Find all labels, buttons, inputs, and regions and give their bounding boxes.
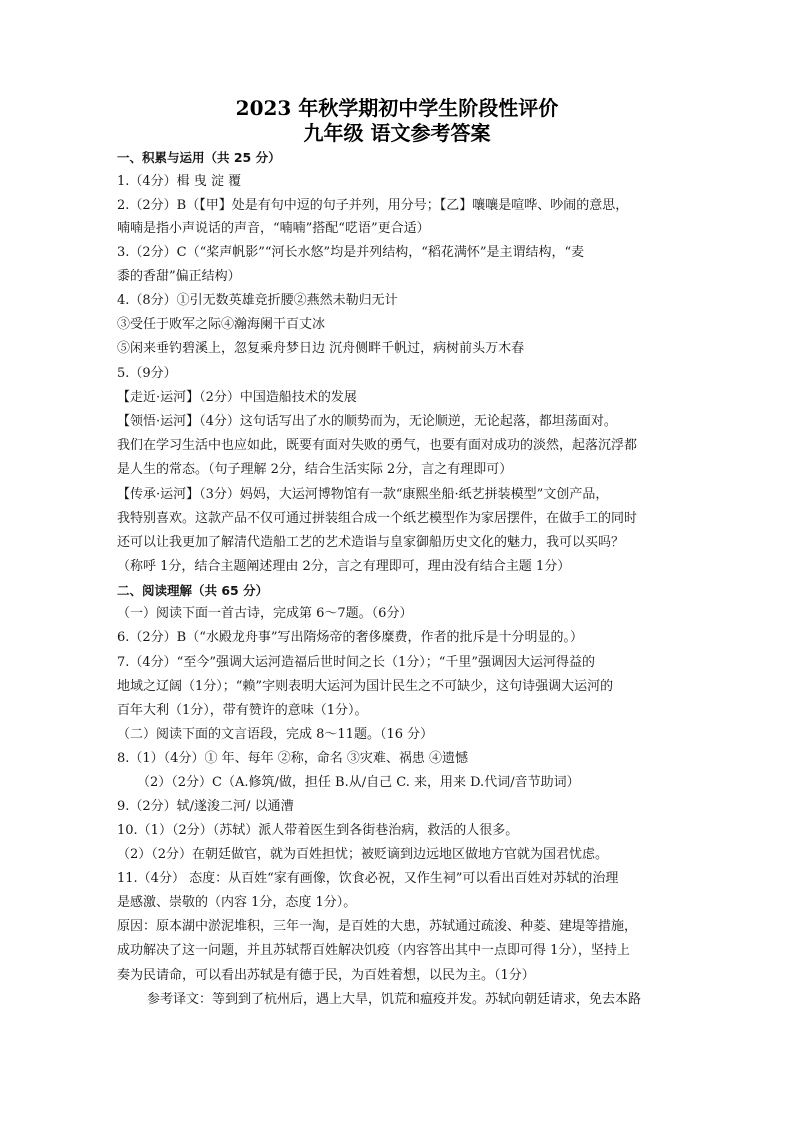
answer-line: 7.（4分）“至今”强调大运河造福后世时间之长（1分）；“千里”强调因大运河得益的 <box>117 655 596 670</box>
answer-line: 1.（4分）楫 曳 淀 覆 <box>117 174 242 189</box>
answer-line: 我们在学习生活中也应如此，既要有面对失败的勇气，也要有面对成功的淡然，起落沉浮都 <box>117 438 638 453</box>
answer-line: 黍的香甜”偏正结构） <box>117 269 241 284</box>
answer-line: 我特别喜欢。这款产品不仅可通过拼装组合成一个纸艺模型作为家居摆件，在做手工的同时 <box>117 511 638 526</box>
answer-line: 是人生的常态。（句子理解 2分，结合生活实际 2分，言之有理即可） <box>117 462 513 477</box>
answer-line: 原因：原本湖中淤泥堆积，三年一淘，是百姓的大患，苏轼通过疏浚、种菱、建堤等措施， <box>117 919 638 934</box>
answer-line: （2）（2分）C（A.修筑/做，担任 B.从/自己 C. 来，用来 D.代词/音节助词） <box>137 775 580 790</box>
answer-line: 【传承·运河】（3分）妈妈，大运河博物馆有一款“康熙坐船·纸艺拼装模型”文创产品， <box>117 487 609 502</box>
answer-line: 6.（2分）B（“水殿龙舟事”写出隋炀帝的奢侈糜费，作者的批斥是十分明显的。） <box>117 630 584 645</box>
answer-line: 3.（2分）C（“桨声帆影”“河长水悠”均是并列结构，“稻花满怀”是主谓结构，“麦 <box>117 245 585 260</box>
answer-line: 8.（1）（4分）① 年、每年 ②称，命名 ③灾难、祸患 ④遗憾 <box>117 751 468 766</box>
answer-line: 2.（2分）B（【甲】处是有句中逗的句子并列，用分号；【乙】嚷嚷是喧哗、吵闹的意思， <box>117 198 629 213</box>
answer-line: 成功解决了这一问题，并且苏轼帮百姓解决饥疫（内容答出其中一点即可得 1分），坚持上 <box>117 943 630 958</box>
answer-line: 9.（2分）轼/遂浚二河/ 以通漕 <box>117 799 294 814</box>
answer-line: 11.（4分） 态度：从百姓“家有画像，饮食必祝，又作生祠”可以看出百姓对苏轼的治理 <box>117 871 619 886</box>
document-subtitle: 九年级 语文参考答案 <box>303 121 491 145</box>
answer-line: 参考译文：等到到了杭州后，遇上大旱，饥荒和瘟疫并发。苏轼向朝廷请求，免去本路 <box>147 992 642 1007</box>
answer-line: 地域之辽阔（1分）；“赖”字则表明大运河为国计民生之不可缺少，这句诗强调大运河的 <box>117 679 614 694</box>
answer-line: 【领悟·运河】（4分）这句话写出了水的顺势而为，无论顺逆，无论起落，都坦荡面对。 <box>117 414 617 429</box>
answer-line: 【走近·运河】（2分）中国造船技术的发展 <box>117 390 357 405</box>
answer-line: ③受任于败军之际④瀚海阑干百丈冰 <box>117 317 326 332</box>
answer-line: 还可以让我更加了解清代造船工艺的艺术造诣与皇家御船历史文化的魅力，我可以买吗？ <box>117 535 625 550</box>
answer-line: （二）阅读下面的文言语段，完成 8～11题。（16 分） <box>117 727 434 742</box>
section-heading: 一、积累与运用（共 25 分） <box>117 150 281 165</box>
answer-line: 百年大利（1分），带有赞许的意味（1分）。 <box>117 703 368 718</box>
answer-line: 喃喃是指小声说话的声音，“喃喃”搭配“呓语”更合适） <box>117 221 430 236</box>
section-heading: 二、阅读理解（共 65 分） <box>117 583 269 598</box>
answer-line: 奏为民请命，可以看出苏轼是有德于民，为百姓着想，以民为主。（1分） <box>117 968 535 983</box>
answer-line: 是感激、崇敬的（内容 1分，态度 1分）。 <box>117 895 357 910</box>
answer-line: 10.（1）（2分）（苏轼）派人带着医生到各街巷治病，救活的人很多。 <box>117 823 519 838</box>
answer-line: （称呼 1分，结合主题阐述理由 2分，言之有理即可，理由没有结合主题 1分） <box>117 559 571 574</box>
answer-line: （2）（2分）在朝廷做官，就为百姓担忧；被贬谪到边远地区做地方官就为国君忧虑。 <box>117 847 609 862</box>
answer-line: 4.（8分）①引无数英雄竞折腰②燕然未勒归无计 <box>117 293 398 308</box>
answer-line: ⑤闲来垂钓碧溪上，忽复乘舟梦日边 沉舟侧畔千帆过，病树前头万木春 <box>117 341 525 356</box>
answer-line: 5.（9分） <box>117 366 177 381</box>
answer-line: （一）阅读下面一首古诗，完成第 6～7题。（6分） <box>117 606 413 621</box>
document-title: 2023 年秋学期初中学生阶段性评价 <box>235 96 559 120</box>
